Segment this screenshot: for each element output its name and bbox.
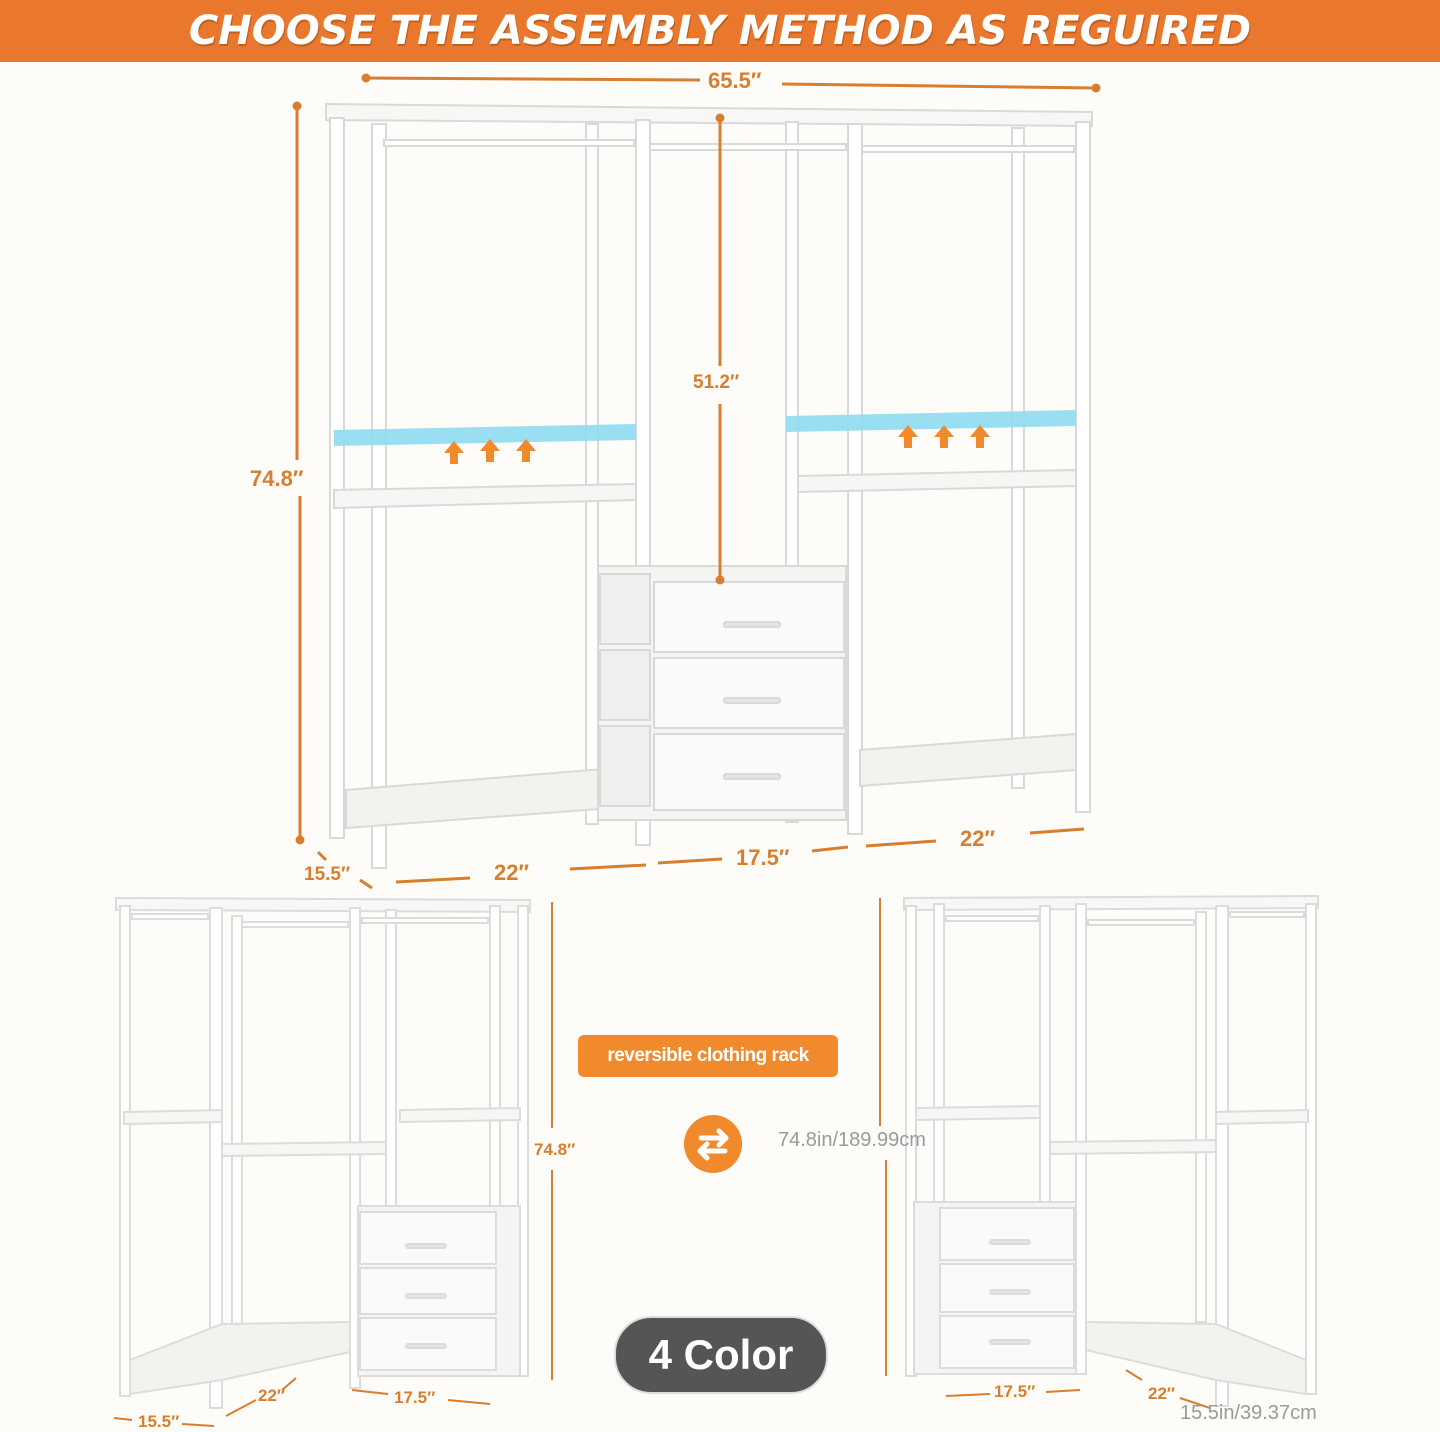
color-count-text: 4 Color [648, 1331, 794, 1378]
inner-height-label: 51.2″ [693, 372, 740, 393]
top-depth-label: 15.5″ [304, 864, 351, 885]
reversible-rack-label [578, 1035, 838, 1077]
top-left-width-label: 22″ [494, 860, 530, 885]
color-count-badge [614, 1316, 828, 1394]
reversible-rack-text: reversible clothing rack [607, 1045, 809, 1066]
top-width-label: 65.5″ [708, 68, 762, 93]
bottom-left-depth-label: 15.5″ [138, 1412, 180, 1431]
swap-arrows-icon [684, 1115, 742, 1173]
bottom-left-rack-drawing [116, 898, 530, 1408]
bottom-right-center-label: 17.5″ [994, 1382, 1036, 1401]
bottom-left-center-label: 17.5″ [394, 1388, 436, 1407]
height-metric-text: 74.8in/189.99cm [778, 1129, 926, 1151]
top-right-width-label: 22″ [960, 826, 996, 851]
top-height-label: 74.8″ [250, 466, 304, 491]
adjustable-shelf-highlight [334, 410, 1076, 446]
top-rack-drawing [326, 104, 1092, 868]
bottom-right-side-label: 22″ [1148, 1384, 1176, 1403]
top-center-width-label: 17.5″ [736, 845, 790, 870]
bottom-right-depth-text: 15.5in/39.37cm [1180, 1402, 1317, 1424]
banner-title: CHOOSE THE ASSEMBLY METHOD AS REGUIRED [188, 8, 1252, 54]
bottom-left-height-label: 74.8″ [534, 1140, 576, 1159]
bottom-left-side-label: 22″ [258, 1386, 286, 1405]
bottom-right-rack-drawing [904, 896, 1318, 1406]
